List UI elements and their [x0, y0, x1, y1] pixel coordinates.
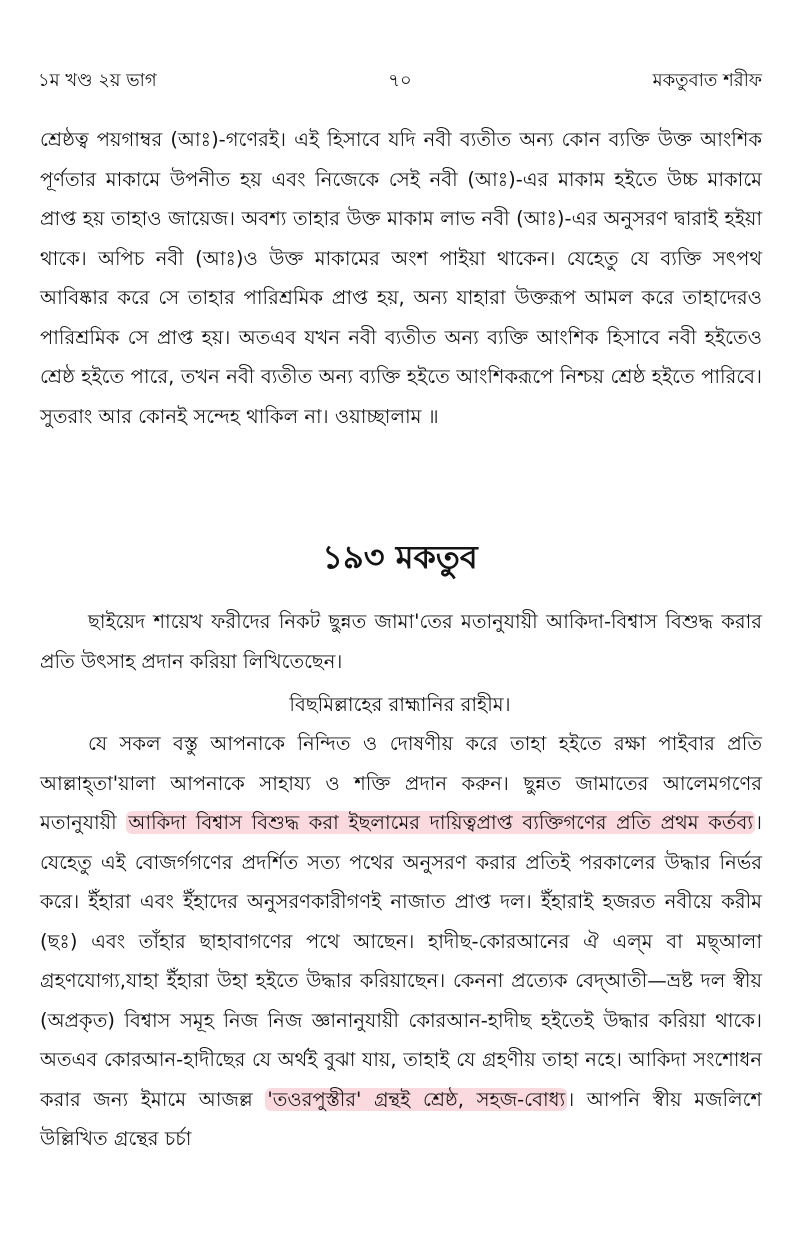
highlighted-text: 'তওরপুস্তীর' গ্রন্থই শ্রেষ্ঠ, সহজ-বোধ্য	[267, 1087, 566, 1111]
body-text: । যেহেতু এই বোজর্গগণের প্রদর্শিত সত্য পথের অনুসরণ করার প্রতিই পরকালের উদ্ধার নির্ভর করে। ইঁহারা এবং ইঁহাদের অনুসরণকারীগণই নাজাত প্রাপ্ত দল। ইঁহারাই হজরত নবীয়ে করীম (ছঃ) এবং তাঁহার ছাহাবাগণের পথে আছেন। হাদীছ-কোরআনের ঐ এল্‌ম বা মছ্আলা গ্রহণযোগ্য,যাহা ইঁহারা উহা হইতে উদ্ধার করিয়াছেন। কেননা প্রত্যেক বেদ্আতী—ভ্রষ্ট দল স্বীয় (অপ্রকৃত) বিশ্বাস সমূহ নিজ নিজ জ্ঞানানুযায়ী কোরআন-হাদীছ হইতেই উদ্ধার করিয়া থাকে। অতএব কোরআন-হাদীছের যে অর্থই বুঝা যায়, তাহাই যে গ্রহণীয় তাহা নহে। আকিদা সংশোধন করার জন্য ইমামে আজল্ল	[40, 811, 763, 1111]
paragraph-continued: শ্রেষ্ঠত্ব পয়গাম্বর (আঃ)-গণেরই। এই হিসাবে যদি নবী ব্যতীত অন্য কোন ব্যক্তি উক্ত আংশিক পূর্ণতার মাকামে উপনীত হয় এবং নিজেকে সেই নবী (আঃ)-এর মাকাম হইতে উচ্চ মাকামে প্রাপ্ত হয় তাহাও জায়েজ। অবশ্য তাহার উক্ত মাকাম লাভ নবী (আঃ)-এর অনুসরণ দ্বারাই হইয়া থাকে। অপিচ নবী (আঃ)ও উক্ত মাকামের অংশ পাইয়া থাকেন। যেহেতু যে ব্যক্তি সৎপথ আবিষ্কার করে সে তাহার পারিশ্রমিক প্রাপ্ত হয়, অন্য যাহারা উক্তরূপ আমল করে তাহাদেরও পারিশ্রমিক সে প্রাপ্ত হয়। অতএব যখন নবী ব্যতীত অন্য ব্যক্তি আংশিক হিসাবে নবী হইতেও শ্রেষ্ঠ হইতে পারে, তখন নবী ব্যতীত অন্য ব্যক্তি হইতে আংশিকরূপে নিশ্চয় শ্রেষ্ঠ হইতে পারিবে। সুতরাং আর কোনই সন্দেহ থাকিল না। ওয়াচ্ছালাম ॥	[40, 128, 762, 428]
bismillah-line: বিছমিল্লাহের রাহ্মানির রাহীম।	[289, 693, 511, 716]
highlighted-text: আকিদা বিশ্বাস বিশুদ্ধ করা ইছলামের দায়িত্বপ্রাপ্ত ব্যক্তিগণের প্রতি প্রথম কর্তব্য	[128, 811, 754, 834]
letter-heading: ১৯৩ মকতুব	[322, 538, 478, 576]
book-title: মকতুবাত শরীফ	[652, 70, 762, 91]
page-header	[38, 66, 762, 96]
body-text: । আপনি স্বীয় মজলিশে উল্লিখিত গ্রন্থের চর্চা	[40, 1087, 762, 1150]
page-number: ৭০	[388, 70, 412, 91]
volume-label: ১ম খণ্ড ২য় ভাগ	[38, 70, 157, 91]
letter-body	[40, 724, 762, 1159]
body-text: যে সকল বস্তু আপনাকে নিন্দিত ও দোষণীয় করে তাহা হইতে রক্ষা পাইবার প্রতি আল্লাহ্তা'য়ালা আপনাকে সাহায্য ও শক্তি প্রদান করুন। ছুন্নত জামাতের আলেমগণের মতানুযায়ী	[40, 732, 762, 834]
letter-summary: ছাইয়েদ শায়েখ ফরীদের নিকট ছুন্নত জামা'তের মতানুযায়ী আকিদা-বিশ্বাস বিশুদ্ধ করার প্রতি উৎসাহ প্রদান করিয়া লিখিতেছেন।	[40, 610, 762, 673]
